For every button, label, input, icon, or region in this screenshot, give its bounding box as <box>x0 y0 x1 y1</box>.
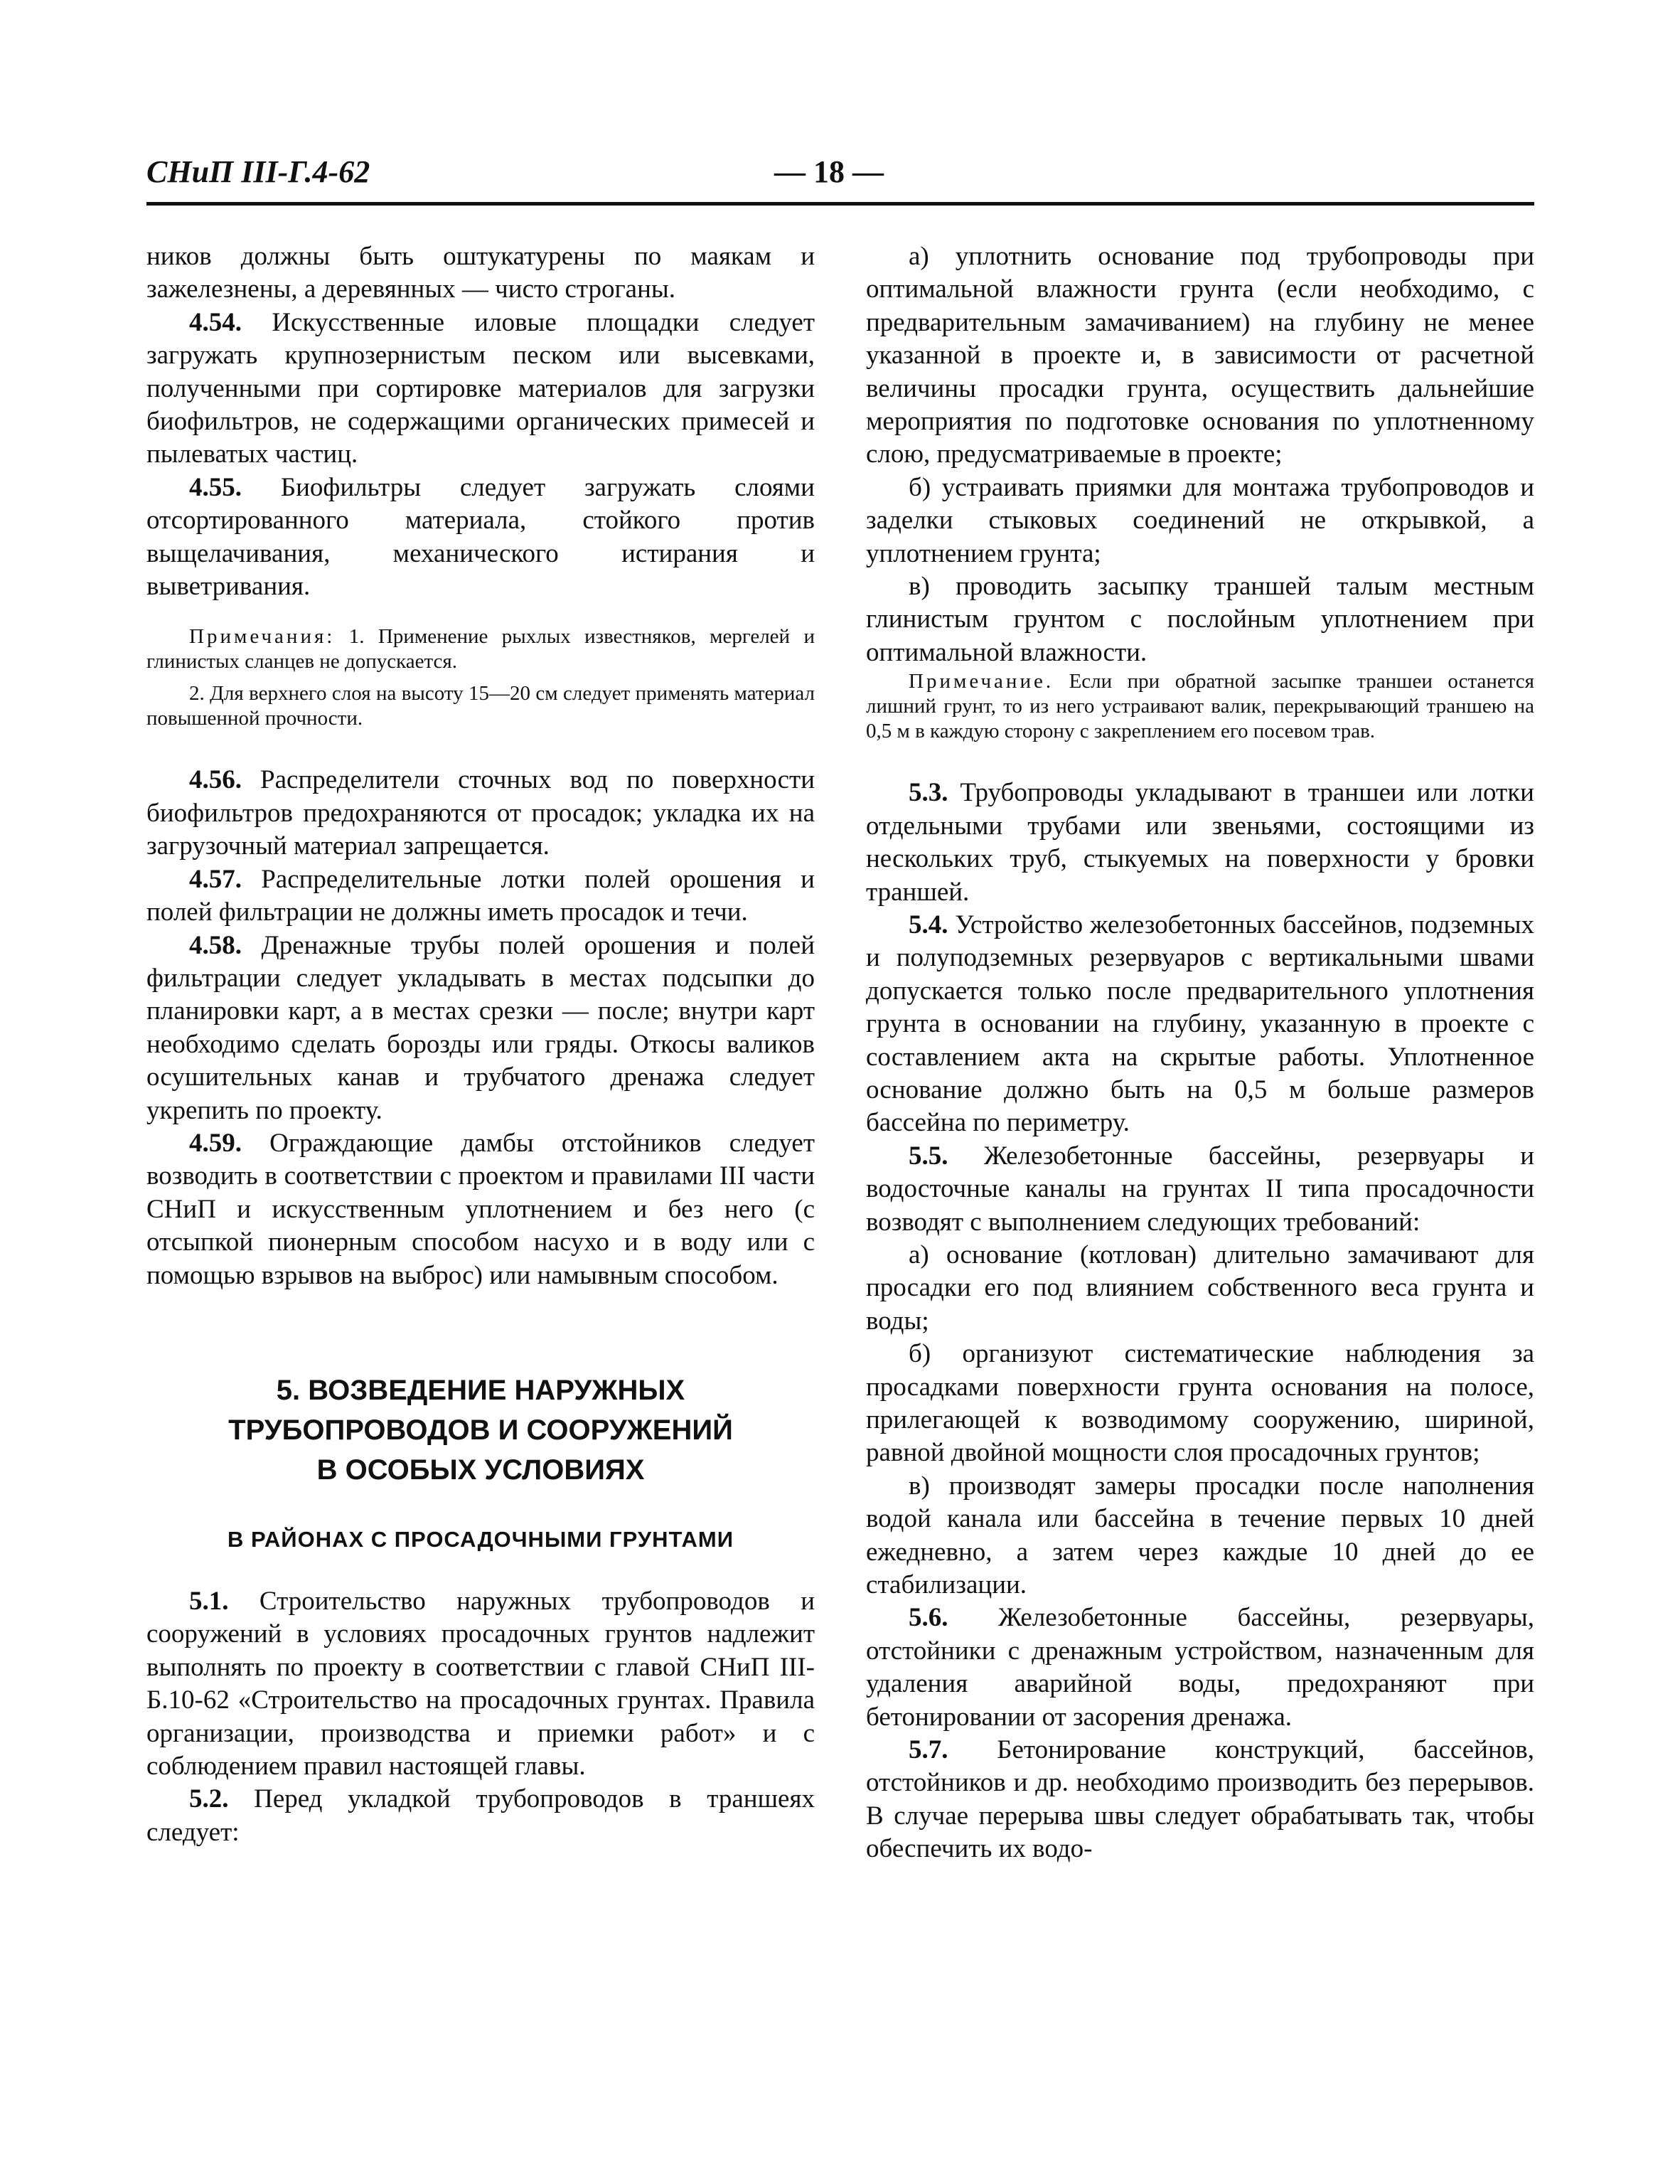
document-code: СНиП III-Г.4-62 <box>146 154 370 189</box>
paragraph-4-56 <box>146 764 815 863</box>
paragraph-5-3 <box>866 777 1534 909</box>
left-column <box>146 240 815 1849</box>
subsection-heading: В РАЙОНАХ С ПРОСАДОЧНЫМИ ГРУНТАМИ <box>227 1526 734 1552</box>
paragraph-number: 4.56. <box>189 765 242 795</box>
paragraph-text: Железобетонные бассейны, резервуары, отстойники с дренажным устройством, назначенным для удаления аварийной воды, предохраняют при бетонировании от засорения дренажа. <box>866 1603 1534 1732</box>
note-2: 2. Для верхнего слоя на высоту 15—20 см следует применять материал повышенной прочности. <box>146 682 815 730</box>
paragraph-text: Перед укладкой трубопроводов в траншеях следует: <box>146 1784 815 1847</box>
note-text: 1. Применение рыхлых известняков, мергелей и глинистых сланцев не допускается. <box>146 625 815 673</box>
paragraph-text: Искусственные иловые площадки следует загружать крупнозернистым песком или высевками, полученными при сортировке материалов для загрузки биофильтров, не содержащими органических примесей и пылеватых частиц. <box>146 307 815 469</box>
paragraph-5-7 <box>866 1734 1534 1866</box>
paragraph-number: 5.3. <box>909 778 948 808</box>
paragraph-number: 4.54. <box>189 307 242 337</box>
paragraph-4-57 <box>146 863 815 929</box>
paragraph-number: 5.6. <box>909 1603 948 1633</box>
page-header <box>146 154 1534 196</box>
paragraph-5-2 <box>146 1783 815 1849</box>
page-number: — 18 — <box>774 154 884 189</box>
list-item-b: б) организуют систематические наблюдения за просадками поверхности грунта основания на полосе, прилегающей к возводимому сооружению, шириной, равной двойной мощности слоя просадочных грунтов; <box>866 1339 1534 1468</box>
paragraph-number: 4.58. <box>189 930 242 960</box>
paragraph-number: 4.55. <box>189 472 242 502</box>
paragraph-text: Трубопроводы укладывают в траншеи или лотки отдельными трубами или звеньями, состоящими из нескольких труб, стыкуемых на поверхности у бровки траншей. <box>866 778 1534 907</box>
list-item-a: а) основание (котлован) длительно замачивают для просадки его под влиянием собственного веса грунта и воды; <box>866 1240 1534 1336</box>
section-heading-line: 5. ВОЗВЕДЕНИЕ НАРУЖНЫХ <box>276 1374 685 1406</box>
note-label: Примечания: <box>189 625 336 649</box>
list-item-v: в) проводить засыпку траншей талым местным глинистым грунтом с послойным уплотнением при оптимальной влажности. <box>866 572 1534 667</box>
paragraph-5-1 <box>146 1585 815 1783</box>
note-text: Если при обратной засыпке траншеи останется лишний грунт, то из него устраивают валик, перекрывающий траншею на 0,5 м в каждую сторону с закреплением его посевом трав. <box>866 670 1534 743</box>
note-1 <box>146 624 815 674</box>
right-column <box>866 240 1534 1866</box>
paragraph-text: Распределительные лотки полей орошения и полей фильтрации не должны иметь просадок и течи. <box>146 864 815 927</box>
section-heading <box>146 1370 815 1490</box>
paragraph-continuation: ников должны быть оштукатурены по маякам и зажелезнены, а деревянных — чисто строганы. <box>146 242 815 304</box>
paragraph-text: Устройство железобетонных бассейнов, подземных и полуподземных резервуаров с вертикальными швами допускается только после предварительного уплотнения грунта в основании на глубину, указанную в проекте с составлением акта на скрытые работы. Уплотненное основание должно быть на 0,5 м больше размеров бассейна по периметру. <box>866 910 1534 1138</box>
section-heading-line: В ОСОБЫХ УСЛОВИЯХ <box>316 1454 645 1486</box>
section-heading-line: ТРУБОПРОВОДОВ И СООРУЖЕНИЙ <box>228 1414 733 1446</box>
paragraph-text: Строительство наружных трубопроводов и сооружений в условиях просадочных грунтов надлежит выполнять по проекту в соответствии с главой СНиП III-Б.10-62 «Строительство на просадочных грунтах. Правила организации, производства и приемки работ» и с соблюдением правил настоящей главы. <box>146 1586 815 1781</box>
paragraph-text: Бетонирование конструкций, бассейнов, отстойников и др. необходимо производить без перерывов. В случае перерыва швы следует обрабатывать так, чтобы обеспечить их водо- <box>866 1735 1534 1864</box>
paragraph-number: 5.4. <box>909 910 948 939</box>
paragraph-text: Железобетонные бассейны, резервуары и водосточные каналы на грунтах II типа просадочности возводят с выполнением следующих требований: <box>866 1141 1534 1237</box>
paragraph-number: 5.5. <box>909 1141 948 1171</box>
paragraph-text: Ограждающие дамбы отстойников следует возводить в соответствии с проектом и правилами III части СНиП и искусственным уплотнением и без него (с отсыпкой пионерным способом насухо и в воду или с помощью взрывов на выброс) или намывным способом. <box>146 1128 815 1290</box>
list-item-b: б) устраивать приямки для монтажа трубопроводов и заделки стыковых соединений не открывкой, а уплотнением грунта; <box>866 472 1534 568</box>
paragraph-number: 5.2. <box>189 1784 229 1814</box>
paragraph-4-55 <box>146 472 815 604</box>
paragraph-text: Биофильтры следует загружать слоями отсортированного материала, стойкого против выщелачивания, механического истирания и выветривания. <box>146 472 815 602</box>
paragraph-number: 5.1. <box>189 1586 229 1616</box>
note-label: Примечание. <box>909 670 1054 693</box>
note <box>866 669 1534 744</box>
paragraph-number: 5.7. <box>909 1735 948 1765</box>
paragraph-number: 4.57. <box>189 864 242 894</box>
paragraph-number: 4.59. <box>189 1128 242 1158</box>
paragraph-text: Распределители сточных вод по поверхности биофильтров предохраняются от просадок; укладка их на загрузочный материал запрещается. <box>146 765 815 861</box>
paragraph-5-4 <box>866 909 1534 1140</box>
header-rule <box>146 202 1534 206</box>
list-item-v: в) производят замеры просадки после наполнения водой канала или бассейна в течение первых 10 дней ежедневно, а затем через каждые 10 дней до ее стабилизации. <box>866 1471 1534 1600</box>
paragraph-5-6 <box>866 1602 1534 1734</box>
paragraph-text: Дренажные трубы полей орошения и полей фильтрации следует укладывать в местах подсыпки до планировки карт, а в местах срезки — после; внутри карт необходимо сделать борозды или гряды. Откосы валиков осушительных канав и трубчатого дренажа следует укрепить по проекту. <box>146 930 815 1125</box>
paragraph-4-54 <box>146 307 815 472</box>
paragraph-4-59 <box>146 1127 815 1292</box>
paragraph-4-58 <box>146 929 815 1127</box>
list-item-a: а) уплотнить основание под трубопроводы при оптимальной влажности грунта (если необходимо, с предварительным замачиванием) на глубину не менее указанной в проекте и, в зависимости от расчетной величины просадки грунта, осуществить дальнейшие мероприятия по подготовке основания по уплотненному слою, предусматриваемые в проекте; <box>866 242 1534 469</box>
paragraph-5-5 <box>866 1140 1534 1239</box>
